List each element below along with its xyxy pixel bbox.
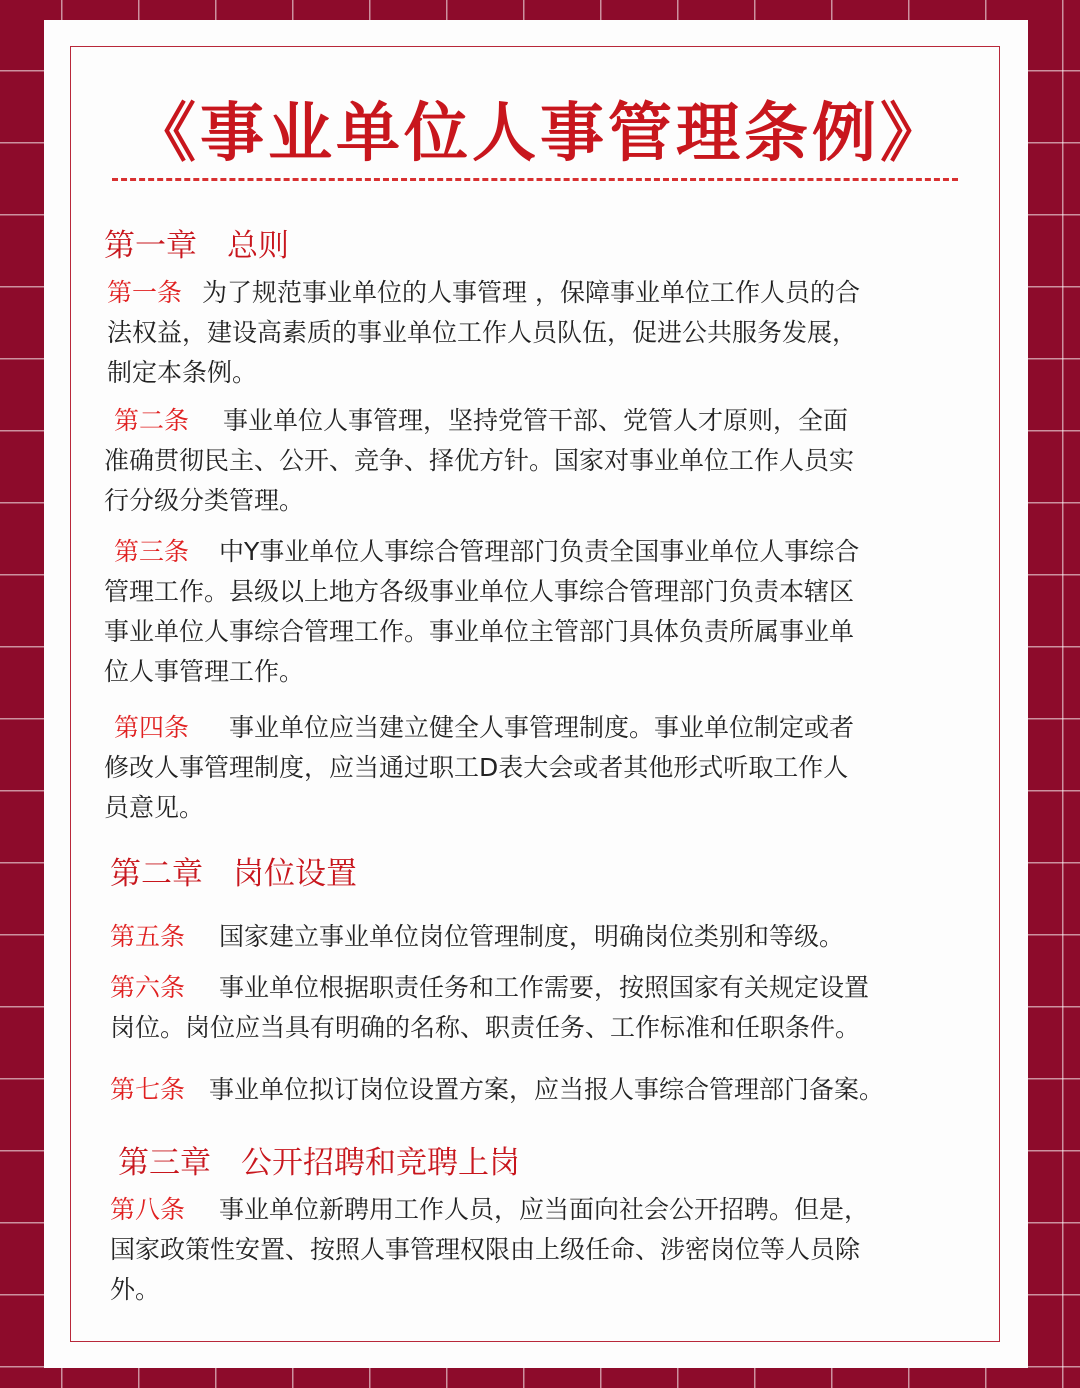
article-line: 中Y事业单位人事综合管理部门负责全国事业单位人事综合 [219,537,860,566]
article-label: 第一条 [107,278,183,307]
article-line: 管理工作。县级以上地方各级事业单位人事综合管理部门负责本辖区 [104,577,855,606]
article-line: 国家政策性安置、按照人事管理权限由上级任命、涉密岗位等人员除 [110,1235,861,1264]
chapter-number: 第三章 [118,1145,211,1181]
article-label: 第四条 [114,713,190,742]
article [110,917,844,957]
article-line: 修改人事管理制度，应当通过职工D表大会或者其他形式听取工作人 [104,753,849,782]
article-label: 第七条 [110,1075,186,1104]
article [104,401,854,521]
chapter-heading [118,1137,520,1182]
chapter-number: 第一章 [104,228,197,264]
article-label: 第三条 [114,537,190,566]
chapter-number: 第二章 [110,856,203,892]
chapter-heading [110,848,357,893]
article [110,1070,884,1110]
article-line: 位人事管理工作。 [104,657,305,686]
article-line: 事业单位应当建立健全人事管理制度。事业单位制定或者 [229,713,855,742]
article-line: 法权益，建设高素质的事业单位工作人员队伍，促进公共服务发展， [107,318,858,347]
article-line: 国家建立事业单位岗位管理制度，明确岗位类别和等级。 [219,922,845,951]
article-line: 岗位。岗位应当具有明确的名称、职责任务、工作标准和任职条件。 [110,1013,861,1042]
article-label: 第五条 [110,922,186,951]
article-line: 事业单位人事综合管理工作。事业单位主管部门具体负责所属事业单 [104,617,855,646]
article-line: 行分级分类管理。 [104,486,305,515]
article-line: 事业单位人事管理，坚持党管干部、党管人才原则，全面 [223,406,849,435]
chapter-name: 岗位设置 [233,856,357,892]
article-line: 事业单位根据职责任务和工作需要，按照国家有关规定设置 [219,973,870,1002]
chapter-name: 公开招聘和竞聘上岗 [241,1145,520,1181]
document-title: 《事业单位人事管理条例》 [132,97,948,171]
article-line: 准确贯彻民主、公开、竞争、择优方针。国家对事业单位工作人员实 [104,446,855,475]
article-line: 事业单位新聘用工作人员，应当面向社会公开招聘。但是， [219,1195,870,1224]
article [104,532,859,692]
chapter-name: 总则 [227,228,289,264]
article-line: 外。 [110,1275,161,1304]
article-line: 事业单位拟订岗位设置方案，应当报人事综合管理部门备案。 [209,1075,885,1104]
article [110,968,869,1048]
article-line: 制定本条例。 [107,358,258,387]
chapter-heading [104,220,289,265]
article [110,1190,869,1310]
article-label: 第六条 [110,973,186,1002]
article-label: 第二条 [114,406,190,435]
article [107,273,860,393]
article [104,708,854,828]
article-line: 员意见。 [104,793,205,822]
article-label: 第八条 [110,1195,186,1224]
article-line: 为了规范事业单位的人事管理 ，保障事业单位工作人员的合 [202,278,860,307]
title-divider [112,178,958,181]
